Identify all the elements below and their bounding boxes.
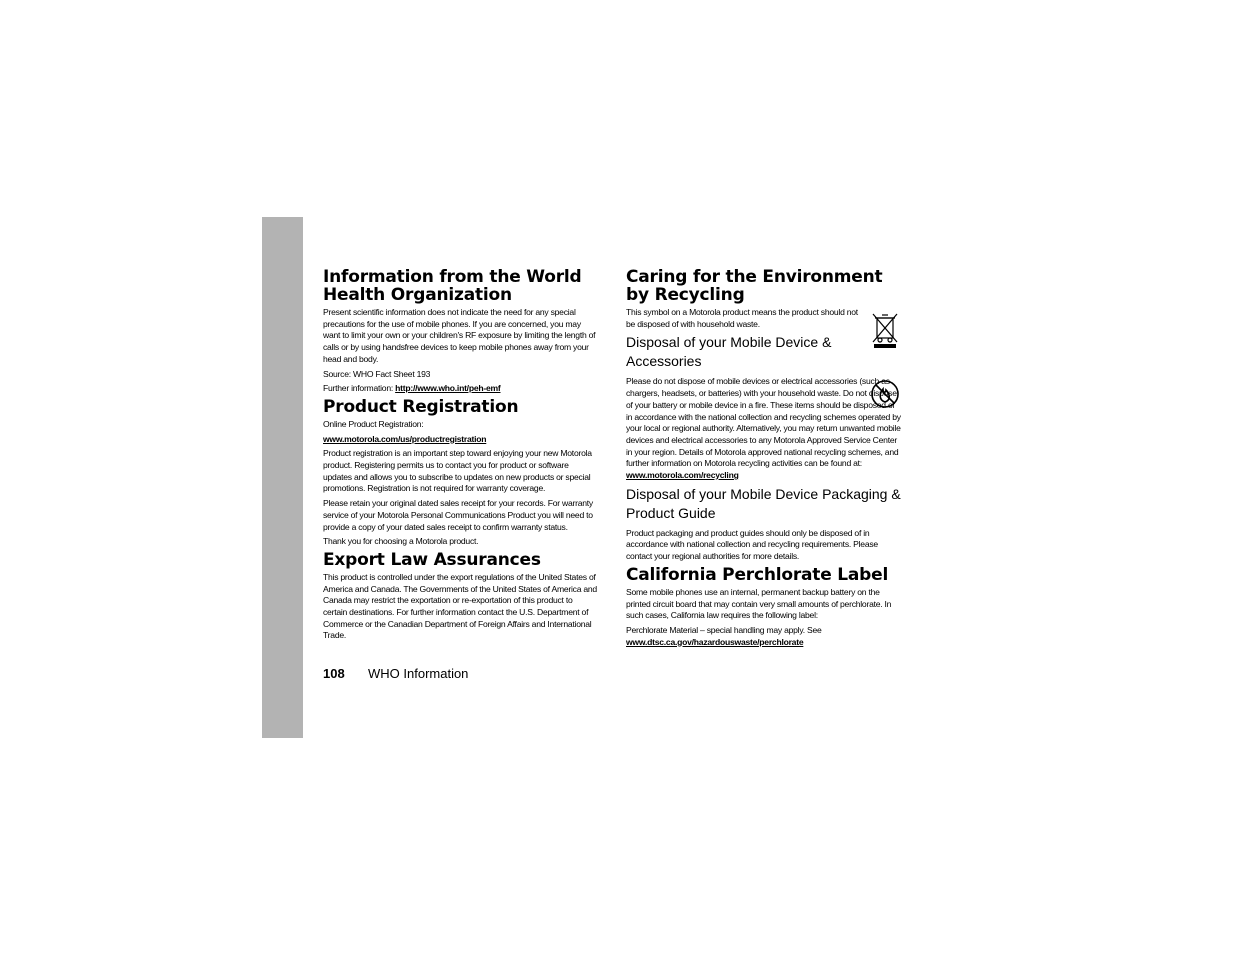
registration-online-label: Online Product Registration: [323,418,424,429]
export-section [323,551,598,642]
side-tab [262,217,303,738]
registration-link[interactable]: www.motorola.com/us/productregistration [323,433,487,444]
who-body: Present scientific information does not indicate the need for any special precautions for the use of mobile phones. If you are concerned, you may want to limit your own or your children's RF exposure by limiting the length of calls or by using handsfree devices to keep mobile phones away from your head and body. [323,307,596,364]
recycling-heading: Caring for the Environment by Recycling [626,267,883,305]
registration-thanks: Thank you for choosing a Motorola product. [323,536,479,547]
footer-section-label: WHO Information [368,666,469,681]
recycling-link[interactable]: www.motorola.com/recycling [626,470,739,481]
recycling-subheading-1: Disposal of your Mobile Device & Accessories [626,334,832,370]
registration-section [323,398,598,548]
recycling-subheading-2: Disposal of your Mobile Device Packaging & Product Guide [626,485,901,521]
crossed-out-wheelie-bin-icon [869,310,901,350]
recycling-body-1 [626,376,901,481]
registration-body-2: Please retain your original dated sales receipt for your records. For warranty service of your Motorola Personal Communications Product you will need to provide a copy of your dated sales receipt to confirm warranty status. [323,498,593,532]
recycling-body-1-text: Please do not dispose of mobile devices or electrical accessories (such as chargers, headsets, or batteries) with your household waste. Do not dispose of your battery or mobile device in a fire. These items should be disposed of in accordance with the national collection and recycling schemes operated by your local or regional authority. Alternatively, you may return unwanted mobile devices and electrical accessories to any Motorola Approved Service Center in your region. Details of Motorola approved national recycling schemes, and further information on Motorola recycling activities can be found at: [626,376,901,469]
who-link[interactable]: http://www.who.int/peh-emf [395,383,501,394]
recycling-intro: This symbol on a Motorola product means the product should not be disposed of with household waste. [626,307,858,329]
registration-link-line [323,434,598,446]
perchlorate-heading: California Perchlorate Label [626,564,889,585]
recycling-section [626,268,901,563]
page-footer [323,666,468,681]
perchlorate-label-line [626,625,901,648]
export-heading: Export Law Assurances [323,549,541,570]
right-column [626,268,901,651]
page-number: 108 [323,666,345,681]
registration-body-1: Product registration is an important step toward enjoying your new Motorola product. Registering permits us to contact you for product or software updates and allows you to subscribe to updates on new products or special promotions. Registration is not required for warranty coverage. [323,448,592,494]
left-column [323,268,598,645]
who-section [323,268,598,395]
who-further-label: Further information: [323,383,396,394]
registration-heading: Product Registration [323,396,519,417]
who-heading: Information from the World Health Organization [323,267,582,305]
perchlorate-section [626,566,901,649]
recycling-body-2: Product packaging and product guides should only be disposed of in accordance with national collection and recycling requirements. Please contact your regional authorities for more details. [626,527,878,562]
export-body: This product is controlled under the export regulations of the United States of America and Canada. The Governments of the United States of America and Canada may restrict the exportation or re-exportation of this product to certain destinations. For further information contact the U.S. Department of Commerce or the Canadian Department of Foreign Affairs and International Trade. [323,571,597,641]
perchlorate-link[interactable]: www.dtsc.ca.gov/hazardouswaste/perchlorate [626,636,804,647]
who-further-info [323,383,598,395]
who-source: Source: WHO Fact Sheet 193 [323,368,431,379]
perchlorate-body: Some mobile phones use an internal, permanent backup battery on the printed circuit board that may contain very small amounts of perchlorate. In such cases, California law requires the following label: [626,586,892,621]
perchlorate-label-text: Perchlorate Material – special handling may apply. See [626,624,822,635]
no-fire-icon [869,378,901,410]
